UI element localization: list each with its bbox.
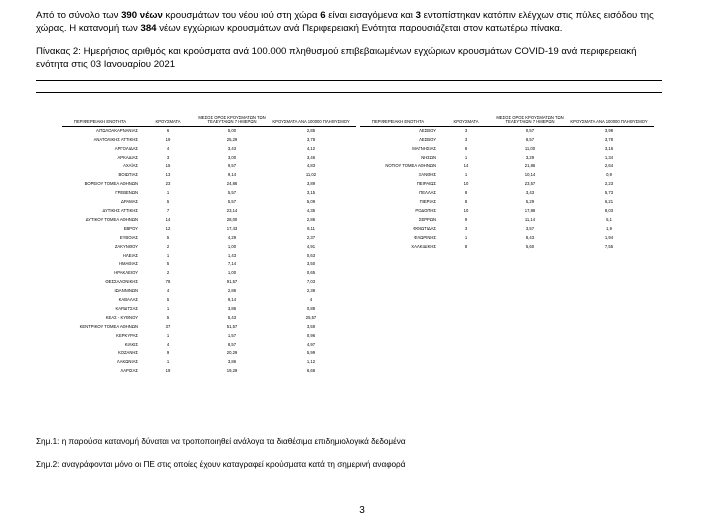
cell-cases: 7 — [166, 207, 170, 213]
cell-avg: 7,14 — [227, 261, 237, 267]
cell-per100k: 1,12 — [306, 359, 316, 365]
cell-per100k: 5,73 — [604, 190, 614, 196]
table-row — [62, 136, 356, 145]
cell-unit: ΦΘΙΩΤΙΔΑΣ — [413, 225, 436, 231]
cell-cases: 15 — [165, 163, 171, 169]
cell-avg: 20,29 — [226, 350, 238, 356]
table-row — [360, 171, 654, 180]
cell-per100k: 0,63 — [306, 252, 316, 258]
cell-per100k: 25,57 — [305, 314, 317, 320]
cell-avg: 11,00 — [524, 145, 536, 151]
cell-cases: 4 — [166, 341, 170, 347]
cell-avg: 5,29 — [525, 199, 535, 205]
cell-avg: 1,43 — [227, 252, 237, 258]
cell-unit: ΚΕΝΤΡΙΚΟΥ ΤΟΜΕΑ ΑΘΗΝΩΝ — [79, 323, 138, 329]
cell-cases: 14 — [463, 163, 469, 169]
cell-avg: 5,60 — [525, 243, 535, 249]
cell-per100k: 4,91 — [306, 243, 316, 249]
table-row — [360, 234, 654, 243]
cell-cases: 23 — [165, 181, 171, 187]
cell-avg: 1,00 — [227, 270, 237, 276]
cell-avg: 91,57 — [226, 279, 238, 285]
cell-per100k: 1,94 — [604, 234, 614, 240]
cell-cases: 37 — [165, 323, 171, 329]
cell-avg: 24,86 — [226, 181, 238, 187]
table-row — [62, 358, 356, 367]
cell-unit: ΑΙΤΩΛΟΑΚΑΡΝΑΝΙΑΣ — [95, 127, 138, 133]
cell-unit: ΦΛΩΡΙΝΗΣ — [414, 234, 436, 240]
cell-cases: 1 — [464, 154, 468, 160]
table-row — [62, 341, 356, 350]
cell-unit: ΑΝΑΤΟΛΙΚΗΣ ΑΤΤΙΚΗΣ — [93, 136, 138, 142]
table-row — [62, 180, 356, 189]
cell-unit: ΚΑΒΑΛΑΣ — [118, 297, 138, 303]
cell-per100k: 0,9 — [606, 172, 612, 178]
cell-cases: 6 — [166, 127, 170, 133]
cell-per100k: 8,11 — [307, 225, 315, 231]
table-row — [62, 367, 356, 376]
cell-cases: 2 — [166, 270, 170, 276]
cell-avg: 4,29 — [227, 234, 237, 240]
cell-avg: 3,00 — [227, 154, 237, 160]
cell-per100k: 3,50 — [306, 261, 316, 267]
cell-cases: 19 — [165, 136, 171, 142]
cell-unit: ΛΕΣΒΟΥ — [419, 127, 436, 133]
cell-avg: 8,57 — [525, 136, 535, 142]
cell-per100k: 2,86 — [306, 216, 316, 222]
table-row — [62, 287, 356, 296]
cell-per100k: 3,15 — [306, 190, 316, 196]
cell-unit: ΑΡΓΟΛΙΔΑΣ — [114, 145, 138, 151]
cell-cases: 3 — [166, 154, 170, 160]
cell-per100k: 4,83 — [306, 163, 316, 169]
cell-avg: 9,14 — [227, 297, 237, 303]
cell-cases: 12 — [165, 225, 171, 231]
cell-unit: ΚΙΛΚΙΣ — [124, 341, 138, 347]
cell-unit: ΛΑΡΙΣΑΣ — [120, 368, 138, 374]
cell-per100k: 0,96 — [306, 332, 316, 338]
table-row — [62, 314, 356, 323]
cell-unit: ΘΕΣΣΑΛΟΝΙΚΗΣ — [105, 279, 138, 285]
cell-unit: ΚΑΡΔΙΤΣΑΣ — [115, 305, 138, 311]
cell-cases: 6 — [464, 145, 468, 151]
cell-unit: ΒΟΙΩΤΙΑΣ — [118, 172, 138, 178]
cell-cases: 5 — [166, 314, 170, 320]
cell-unit: ΔΥΤΙΚΗΣ ΑΤΤΙΚΗΣ — [102, 207, 138, 213]
cell-avg: 3,57 — [525, 225, 535, 231]
cell-per100k: 7,55 — [604, 243, 614, 249]
cell-avg: 1,00 — [227, 243, 237, 249]
cell-per100k: 2,23 — [604, 181, 614, 187]
cell-avg: 17,86 — [524, 207, 536, 213]
cell-cases: 3 — [464, 136, 468, 142]
table-row — [62, 252, 356, 261]
cell-per100k: 4,97 — [306, 341, 316, 347]
cell-unit: ΣΕΡΡΩΝ — [418, 216, 436, 222]
table-row — [62, 332, 356, 341]
cell-unit: ΑΡΚΑΔΙΑΣ — [117, 154, 138, 160]
cell-cases: 1 — [464, 234, 468, 240]
cell-per100k: 2,85 — [306, 127, 316, 133]
cell-per100k: 3,89 — [306, 181, 316, 187]
cell-per100k: 4 — [309, 297, 313, 303]
cell-cases: 10 — [463, 207, 469, 213]
cell-unit: ΠΙΕΡΙΑΣ — [419, 199, 436, 205]
cell-avg: 3,43 — [525, 190, 535, 196]
cell-unit: ΚΟΖΑΝΗΣ — [118, 350, 138, 356]
table-row — [360, 154, 654, 163]
table-row — [360, 216, 654, 225]
table-row — [62, 198, 356, 207]
table-row — [62, 323, 356, 332]
cell-avg: 23,57 — [524, 181, 536, 187]
cell-per100k: 2,38 — [306, 288, 316, 294]
cell-unit: ΔΥΤΙΚΟΥ ΤΟΜΕΑ ΑΘΗΝΩΝ — [85, 216, 138, 222]
cell-unit: ΞΑΝΘΗΣ — [418, 172, 436, 178]
cell-cases: 78 — [165, 279, 171, 285]
table-row — [360, 189, 654, 198]
table-row — [360, 126, 654, 135]
cell-unit: ΒΟΡΕΙΟΥ ΤΟΜΕΑ ΑΘΗΝΩΝ — [84, 181, 138, 187]
cell-per100k: 3,78 — [306, 136, 316, 142]
cell-avg: 19,29 — [226, 368, 238, 374]
cell-cases: 10 — [463, 181, 469, 187]
cell-cases: 8 — [464, 190, 468, 196]
cell-cases: 1 — [166, 359, 170, 365]
table-row — [360, 136, 654, 145]
table-row — [62, 305, 356, 314]
cell-unit: ΚΕΡΚΥΡΑΣ — [116, 332, 138, 338]
cell-avg: 9,57 — [227, 163, 237, 169]
cell-cases: 9 — [166, 350, 170, 356]
table-row — [62, 145, 356, 154]
table-row — [62, 154, 356, 163]
table-row — [62, 171, 356, 180]
cell-cases: 19 — [165, 368, 171, 374]
table-row — [62, 278, 356, 287]
cell-cases: 14 — [165, 216, 171, 222]
intro-paragraph: Από το σύνολο των 390 νέων κρουσμάτων του νέου ιού στη χώρα 6 είναι εισαγόμενα και 3 εντοπίστηκαν κατόπιν ελέγχων στις πύλες εισόδου της χώρας. Η κατανομή των 384 νέων εγχώριων κρουσμάτων ανά Περιφερειακή Ενότητα παρουσιάζεται στον κατωτέρω πίνακα. — [36, 10, 654, 34]
cell-cases: 1 — [166, 252, 170, 258]
cell-avg: 2,86 — [227, 288, 237, 294]
cell-unit: ΙΩΑΝΝΙΝΩΝ — [114, 288, 138, 294]
cell-unit: ΜΑΓΝΗΣΙΑΣ — [412, 145, 436, 151]
cell-avg: 17,43 — [226, 225, 238, 231]
table-row — [62, 349, 356, 358]
cell-per100k: 3,78 — [604, 136, 614, 142]
table-row — [360, 207, 654, 216]
cell-unit: ΝΗΣΩΝ — [421, 154, 436, 160]
cell-per100k: 6,68 — [306, 368, 316, 374]
cell-cases: 1 — [464, 172, 468, 178]
cell-cases: 3 — [464, 127, 468, 133]
table-row — [62, 189, 356, 198]
table-row — [62, 234, 356, 243]
header-per100k: ΚΡΟΥΣΜΑΤΑ ΑΝΑ 100000 ΠΛΗΘΥΣΜΟΥ — [564, 116, 654, 126]
table-row — [360, 198, 654, 207]
cell-per100k: 0,65 — [306, 270, 316, 276]
cell-avg: 11,14 — [524, 216, 536, 222]
cell-unit: ΚΕΑΣ - ΚΥΘΝΟΥ — [105, 314, 138, 320]
cell-avg: 1,57 — [227, 332, 237, 338]
cell-per100k: 4,12 — [306, 145, 316, 151]
table-row — [62, 126, 356, 135]
header-avg: ΜΕΣΟΣ ΟΡΟΣ ΚΡΟΥΣΜΑΤΩΝ ΤΩΝ ΤΕΛΕΥΤΑΙΩΝ 7 ΗΜΕΡΩΝ — [198, 115, 266, 125]
cell-unit: ΗΛΕΙΑΣ — [122, 252, 138, 258]
cell-avg: 0,57 — [525, 127, 535, 133]
cell-cases: 5 — [166, 297, 170, 303]
cell-unit: ΗΜΑΘΙΑΣ — [118, 261, 138, 267]
table-row — [62, 269, 356, 278]
cell-per100k: 3,46 — [306, 154, 316, 160]
cell-avg: 3,29 — [525, 154, 535, 160]
cell-cases: 1 — [166, 305, 170, 311]
page-number: 3 — [359, 505, 365, 516]
cell-avg: 3,43 — [227, 145, 237, 151]
cell-avg: 28,00 — [226, 216, 238, 222]
top-rule — [36, 80, 662, 81]
table-row — [62, 260, 356, 269]
cell-avg: 25,29 — [226, 136, 238, 142]
cell-avg: 3,86 — [227, 359, 237, 365]
cell-cases: 8 — [464, 243, 468, 249]
table-row — [62, 162, 356, 171]
cell-per100k: 7,03 — [306, 279, 316, 285]
table-caption: Πίνακας 2: Ημερήσιος αριθμός και κρούσματα ανά 100.000 πληθυσμού επιβεβαιωμένων εγχώριων κρουσμάτων COVID-19 ανά περιφερειακή ενότητα στις 03 Ιανουαρίου 2021 — [36, 46, 637, 70]
cell-cases: 3 — [464, 225, 468, 231]
cell-per100k: 3,59 — [306, 323, 316, 329]
cell-unit: ΛΕΣΒΟΥ — [419, 136, 436, 142]
cell-cases: 5 — [166, 234, 170, 240]
cell-per100k: 1,34 — [604, 154, 614, 160]
cell-cases: 13 — [165, 172, 171, 178]
cell-per100k: 5,1 — [606, 216, 612, 222]
cell-unit: ΗΡΑΚΛΕΙΟΥ — [114, 270, 138, 276]
table-header-row — [360, 116, 654, 126]
table-row — [360, 243, 654, 252]
cell-per100k: 1,9 — [606, 225, 612, 231]
cell-avg: 5,57 — [227, 190, 237, 196]
cell-unit: ΠΕΛΛΑΣ — [419, 190, 436, 196]
cell-avg: 9,14 — [227, 172, 237, 178]
cell-avg: 5,43 — [227, 314, 237, 320]
second-rule — [36, 92, 662, 93]
cell-cases: 1 — [166, 332, 170, 338]
cell-avg: 21,86 — [524, 163, 536, 169]
cell-per100k: 11,02 — [305, 172, 317, 178]
cell-avg: 5,00 — [227, 127, 237, 133]
cell-unit: ΑΧΑΪΑΣ — [123, 163, 138, 169]
cell-unit: ΕΒΡΟΥ — [123, 225, 138, 231]
cell-per100k: 4,35 — [306, 207, 316, 213]
header-unit: ΠΕΡΙΦΕΡΕΙΑΚΗ ΕΝΟΤΗΤΑ — [360, 116, 436, 126]
header-avg: ΜΕΣΟΣ ΟΡΟΣ ΚΡΟΥΣΜΑΤΩΝ ΤΩΝ ΤΕΛΕΥΤΑΙΩΝ 7 ΗΜΕΡΩΝ — [496, 115, 564, 125]
cell-unit: ΓΡΕΒΕΝΩΝ — [115, 190, 138, 196]
cell-avg: 8,57 — [227, 341, 237, 347]
table-header-row — [62, 116, 356, 126]
table-row — [62, 296, 356, 305]
cell-cases: 4 — [166, 145, 170, 151]
cell-per100k: 8,03 — [604, 207, 614, 213]
header-cases: ΚΡΟΥΣΜΑΤΑ — [138, 116, 198, 126]
cell-unit: ΖΑΚΥΝΘΟΥ — [114, 243, 138, 249]
cell-unit: ΛΑΚΩΝΙΑΣ — [116, 359, 138, 365]
cell-avg: 5,57 — [227, 199, 237, 205]
header-per100k: ΚΡΟΥΣΜΑΤΑ ΑΝΑ 100000 ΠΛΗΘΥΣΜΟΥ — [266, 116, 356, 126]
cell-cases: 2 — [166, 243, 170, 249]
right-data-table — [360, 116, 654, 252]
cell-per100k: 3,16 — [604, 145, 614, 151]
cell-unit: ΝΟΤΙΟΥ ΤΟΜΕΑ ΑΘΗΝΩΝ — [385, 163, 436, 169]
table-row — [62, 216, 356, 225]
table-row — [62, 225, 356, 234]
cell-cases: 9 — [464, 216, 468, 222]
header-cases: ΚΡΟΥΣΜΑΤΑ — [436, 116, 496, 126]
table-row — [360, 180, 654, 189]
cell-per100k: 6,21 — [604, 199, 614, 205]
cell-avg: 10,14 — [524, 172, 536, 178]
cell-per100k: 5,09 — [306, 199, 316, 205]
cell-cases: 8 — [464, 199, 468, 205]
cell-per100k: 3,98 — [604, 127, 614, 133]
cell-avg: 8,43 — [525, 234, 535, 240]
left-data-table — [62, 116, 356, 376]
table-row — [360, 162, 654, 171]
cell-avg: 51,57 — [226, 323, 238, 329]
cell-unit: ΡΟΔΟΠΗΣ — [415, 207, 436, 213]
cell-cases: 1 — [166, 190, 170, 196]
cell-avg: 3,86 — [227, 305, 237, 311]
table-row — [360, 145, 654, 154]
cell-per100k: 5,99 — [306, 350, 316, 356]
cell-avg: 23,14 — [226, 207, 238, 213]
cell-cases: 4 — [166, 288, 170, 294]
cell-unit: ΕΥΒΟΙΑΣ — [119, 234, 138, 240]
table-row — [62, 207, 356, 216]
table-row — [62, 243, 356, 252]
cell-unit: ΔΡΑΜΑΣ — [121, 199, 138, 205]
header-unit: ΠΕΡΙΦΕΡΕΙΑΚΗ ΕΝΟΤΗΤΑ — [62, 116, 138, 126]
note-1: Σημ.1: η παρούσα κατανομή δύναται να τροποποιηθεί ανάλογα τα διαθέσιμα επιδημιολογικά δεδομένα — [36, 437, 406, 446]
note-2: Σημ.2: αναγράφονται μόνο οι ΠΕ στις οποίες έχουν καταγραφεί κρούσματα κατά τη σημερινή αναφορά — [36, 460, 406, 469]
table-row — [360, 225, 654, 234]
cell-cases: 5 — [166, 261, 170, 267]
cell-per100k: 2,64 — [604, 163, 614, 169]
cell-cases: 5 — [166, 199, 170, 205]
cell-unit: ΧΑΛΚΙΔΙΚΗΣ — [411, 243, 436, 249]
cell-per100k: 2,37 — [306, 234, 316, 240]
cell-unit: ΠΕΙΡΑΙΩΣ — [416, 181, 436, 187]
cell-per100k: 0,88 — [306, 305, 316, 311]
